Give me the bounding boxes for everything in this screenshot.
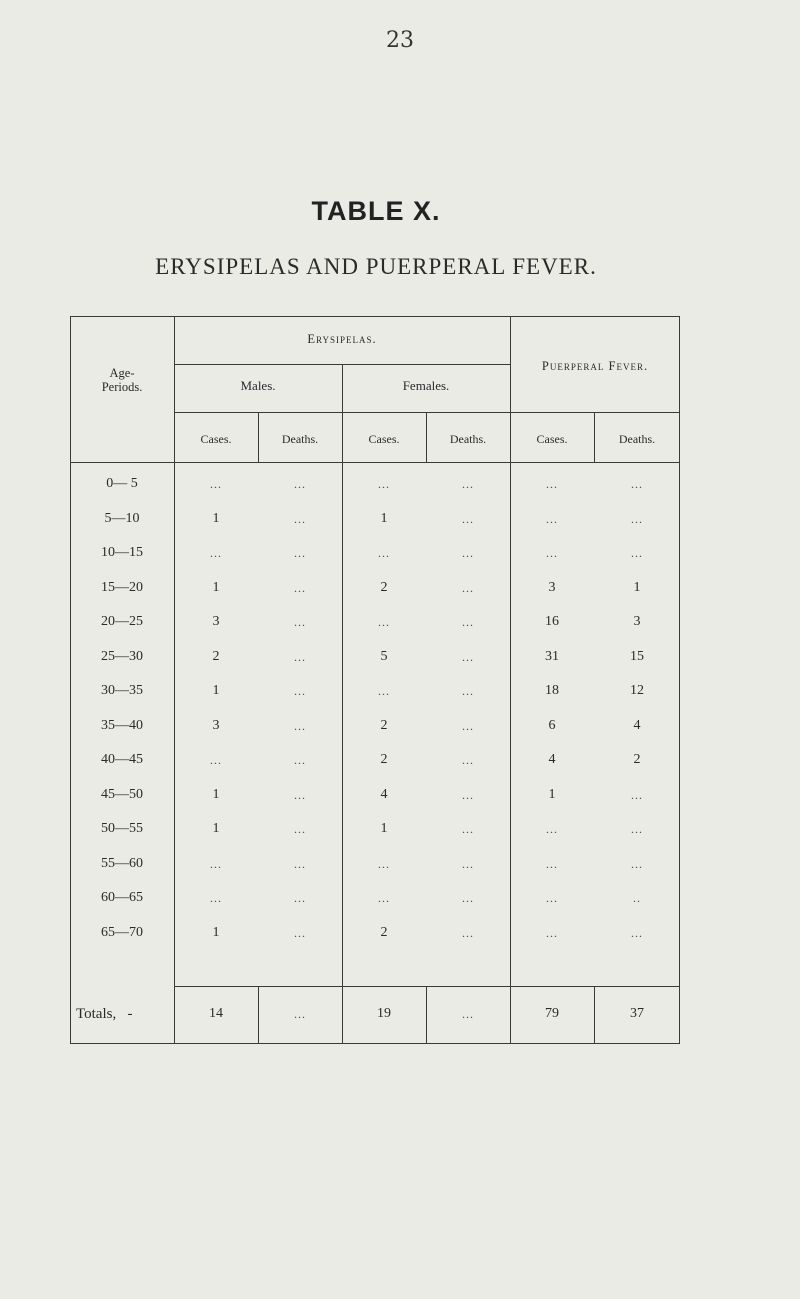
page-number: 23 — [386, 28, 414, 53]
table-cell: ... — [546, 546, 558, 560]
table-cell: 1 — [633, 579, 641, 595]
table-cell: ... — [294, 891, 306, 905]
table-cell: ... — [294, 684, 306, 698]
table-cell: ... — [631, 511, 643, 526]
table-cell: ... — [210, 477, 222, 491]
females-cases-deaths-divider-totals — [426, 986, 427, 1044]
table-cell: ... — [210, 856, 222, 871]
table-cell: 2 — [212, 648, 220, 664]
females-cases-deaths-divider — [426, 412, 427, 462]
table-cell: 6 — [548, 717, 556, 733]
table-cell: ... — [462, 787, 474, 802]
totals-rule — [174, 986, 680, 987]
table-cell: ... — [631, 925, 643, 940]
table-cell: ... — [631, 856, 643, 871]
totals-label: Totals, - — [76, 1006, 133, 1022]
table-cell: ... — [294, 787, 306, 802]
table-cell: ... — [462, 753, 474, 767]
age-period-label: 0— 5 — [106, 476, 138, 491]
table-title: TABLE X. — [311, 196, 441, 226]
age-period-label: 15—20 — [101, 579, 143, 595]
males-cases-deaths-divider-totals — [258, 986, 259, 1044]
table-cell: ... — [294, 546, 306, 560]
table-cell: 2 — [380, 924, 388, 940]
table-cell: 2 — [380, 579, 388, 595]
table-cell: ... — [462, 649, 474, 664]
table-cell: ... — [378, 546, 390, 560]
table-cell: 1 — [548, 786, 556, 802]
table-cell: 1 — [212, 683, 220, 698]
age-period-label: 55—60 — [101, 855, 143, 871]
table-cell: ... — [294, 822, 306, 836]
puerperal-cases-deaths-divider-totals — [594, 986, 595, 1044]
table-cell: ... — [546, 477, 558, 491]
table-cell: ... — [546, 856, 558, 871]
table-right-rule — [679, 316, 680, 1044]
table-cell: 1 — [380, 510, 388, 526]
table-cell: 1 — [212, 924, 220, 940]
table-cell: ... — [631, 822, 643, 836]
table-left-rule — [70, 316, 71, 1044]
column-header-3: Cases. — [368, 432, 400, 446]
table-cell: ... — [210, 753, 222, 767]
table-cell: ... — [378, 891, 390, 905]
table-cell: 2 — [380, 752, 388, 767]
table-cell: 4 — [633, 717, 641, 733]
erysipelas-group-header: Erysipelas. — [307, 332, 377, 346]
table-cell: ... — [294, 856, 306, 871]
table-cell: .. — [633, 891, 641, 905]
table-cell: ... — [462, 822, 474, 836]
age-period-label: 60—65 — [101, 890, 143, 905]
age-period-label: 30—35 — [101, 683, 143, 698]
age-period-label: 65—70 — [101, 924, 143, 940]
table-cell: 1 — [380, 821, 388, 836]
table-cell: 1 — [212, 579, 220, 595]
table-cell: ... — [462, 546, 474, 560]
table-cell: 3 — [212, 717, 220, 733]
age-period-label: 10—15 — [101, 545, 143, 560]
totals-cell: 79 — [545, 1006, 559, 1021]
table-cell: ... — [294, 477, 306, 491]
table-cell: 4 — [380, 786, 388, 802]
table-cell: ... — [462, 580, 474, 595]
table-cell: 16 — [545, 614, 559, 629]
table-cell: ... — [546, 925, 558, 940]
table-cell: ... — [378, 477, 390, 491]
age-period-label: 50—55 — [101, 821, 143, 836]
column-header-4: Deaths. — [449, 432, 487, 446]
table-cell: 5 — [380, 648, 388, 664]
table-cell: ... — [210, 891, 222, 905]
table-cell: ... — [546, 511, 558, 526]
table-cell: 18 — [545, 683, 559, 698]
males-header: Males. — [240, 378, 276, 393]
totals-cell: 19 — [377, 1006, 391, 1021]
table-cell: ... — [631, 477, 643, 491]
table-cell: ... — [294, 580, 306, 595]
males-cases-deaths-divider — [258, 412, 259, 462]
table-cell: ... — [546, 822, 558, 836]
table-cell: 3 — [633, 614, 641, 629]
table-cell: 1 — [212, 510, 220, 526]
table-cell: 1 — [212, 821, 220, 836]
totals-cell: 37 — [630, 1006, 644, 1021]
table-cell: 12 — [630, 683, 644, 698]
table-cell: ... — [294, 649, 306, 664]
table-cell: ... — [378, 615, 390, 629]
table-cell: 15 — [630, 648, 644, 664]
totals-cell: ... — [462, 1007, 474, 1021]
puerperal-cases-deaths-divider — [594, 412, 595, 462]
table-cell: ... — [210, 546, 222, 560]
age-period-label: 25—30 — [101, 648, 143, 664]
table-subtitle: ERYSIPELAS AND PUERPERAL FEVER. — [155, 254, 597, 279]
table-cell: ... — [294, 718, 306, 733]
table-cell: ... — [294, 925, 306, 940]
subheader-underline — [174, 412, 680, 413]
table-cell: ... — [462, 477, 474, 491]
column-header-1: Cases. — [200, 432, 232, 446]
females-header: Females. — [402, 378, 450, 393]
age-header-line2: Periods. — [101, 380, 143, 394]
table-cell: 4 — [548, 752, 556, 767]
totals-cell: 14 — [209, 1006, 223, 1021]
table-cell: ... — [462, 615, 474, 629]
table-cell: ... — [294, 753, 306, 767]
table-cell: ... — [462, 891, 474, 905]
table-cell: ... — [462, 925, 474, 940]
table-cell: 2 — [633, 752, 641, 767]
table-cell: ... — [462, 856, 474, 871]
puerperal-fever-group-header: Puerperal Fever. — [541, 359, 649, 373]
table-top-rule — [70, 316, 680, 317]
totals-cell: ... — [294, 1007, 306, 1021]
table-cell: ... — [378, 856, 390, 871]
age-periods-header — [70, 366, 174, 394]
table-cell: ... — [294, 511, 306, 526]
table-cell: ... — [462, 718, 474, 733]
table-cell: 1 — [212, 786, 220, 802]
table-cell: 3 — [548, 579, 556, 595]
table-cell: 3 — [212, 614, 220, 629]
erysipelas-puerperal-divider — [510, 316, 511, 1044]
table-cell: 31 — [545, 648, 559, 664]
table-cell: ... — [631, 787, 643, 802]
table-bottom-rule — [70, 1043, 680, 1044]
age-period-label: 20—25 — [101, 614, 143, 629]
males-females-divider — [342, 364, 343, 1044]
table-cell: ... — [294, 615, 306, 629]
table-cell: ... — [546, 891, 558, 905]
table-cell: ... — [378, 684, 390, 698]
table-cell: 2 — [380, 717, 388, 733]
column-header-6: Deaths. — [618, 432, 656, 446]
age-header-line1: Age- — [109, 366, 135, 380]
age-period-label: 40—45 — [101, 752, 143, 767]
table-cell: ... — [462, 511, 474, 526]
age-period-label: 5—10 — [104, 510, 140, 526]
column-header-underline — [70, 462, 680, 463]
age-period-label: 45—50 — [101, 786, 143, 802]
column-header-5: Cases. — [536, 432, 568, 446]
column-header-2: Deaths. — [281, 432, 319, 446]
table-cell: ... — [631, 546, 643, 560]
table-cell: ... — [462, 684, 474, 698]
age-col-divider — [174, 316, 175, 1044]
age-period-label: 35—40 — [101, 717, 143, 733]
erysipelas-puerperal-table — [70, 316, 680, 1043]
